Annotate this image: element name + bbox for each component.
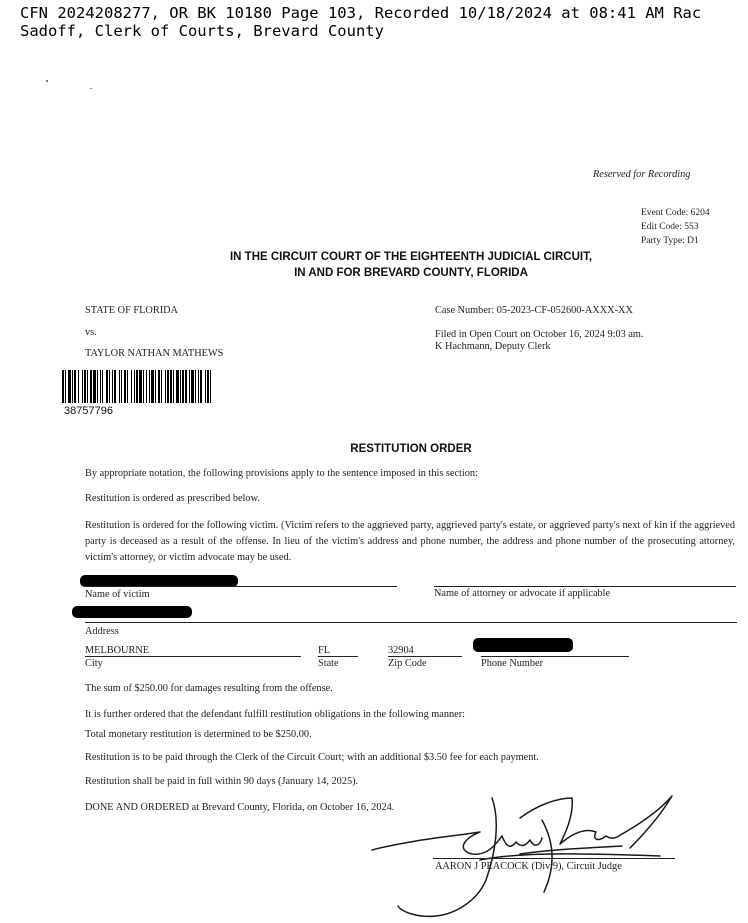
scan-speck <box>90 88 92 89</box>
phone-line <box>481 656 629 657</box>
defendant: TAYLOR NATHAN MATHEWS <box>85 348 224 359</box>
barcode-number: 38757796 <box>64 405 113 417</box>
total-restitution: Total monetary restitution is determined to be $250.00. <box>85 729 312 740</box>
attorney-name-line <box>434 586 736 587</box>
signature-line <box>433 858 675 859</box>
redacted-address <box>72 606 192 618</box>
state-line <box>318 656 358 657</box>
zip-line <box>388 656 462 657</box>
done-and-ordered: DONE AND ORDERED at Brevard County, Florida, on October 16, 2024. <box>85 802 395 813</box>
attorney-name-label: Name of attorney or advocate if applicable <box>434 588 611 599</box>
judge-signature <box>360 780 690 920</box>
payment-deadline: Restitution shall be paid in full within 90 days (January 14, 2025). <box>85 776 359 787</box>
city-label: City <box>85 658 103 669</box>
restitution-ordered: Restitution is ordered as prescribed below. <box>85 493 260 504</box>
reserved-for-recording: Reserved for Recording <box>593 169 691 180</box>
sum-statement: The sum of $250.00 for damages resulting from the offense. <box>85 683 333 694</box>
court-heading-line2: IN AND FOR BREVARD COUNTY, FLORIDA <box>294 267 528 279</box>
address-line <box>85 622 737 623</box>
barcode <box>62 370 298 403</box>
state-value: FL <box>318 645 331 656</box>
zip-value: 32904 <box>388 645 414 656</box>
edit-code: Edit Code: 553 <box>641 222 699 232</box>
court-heading-line1: IN THE CIRCUIT COURT OF THE EIGHTEENTH JUDICIAL CIRCUIT, <box>229 251 593 263</box>
recording-header-line2: Sadoff, Clerk of Courts, Brevard County <box>20 22 384 40</box>
state-label: State <box>318 658 339 669</box>
plaintiff: STATE OF FLORIDA <box>85 305 178 316</box>
scan-speck <box>46 80 48 82</box>
deputy-clerk: K Hachmann, Deputy Clerk <box>435 341 551 352</box>
case-number: Case Number: 05-2023-CF-052600-AXXX-XX <box>435 305 633 316</box>
recording-header-line1: CFN 2024208277, OR BK 10180 Page 103, Recorded 10/18/2024 at 08:41 AM Rac <box>20 4 702 22</box>
further-ordered: It is further ordered that the defendant fulfill restitution obligations in the following manner: <box>85 709 466 720</box>
zip-label: Zip Code <box>388 658 427 669</box>
city-value: MELBOURNE <box>85 645 150 656</box>
phone-label: Phone Number <box>481 658 544 669</box>
victim-name-label: Name of victim <box>85 589 150 600</box>
event-code: Event Code: 6204 <box>641 208 710 218</box>
versus: vs. <box>85 327 97 338</box>
barcode-bar <box>211 370 213 403</box>
address-label: Address <box>85 626 119 637</box>
victim-definition-paragraph: Restitution is ordered for the following victim. (Victim refers to the aggrieved party, aggrieved party's estate, or aggrieved party's next of kin if the aggrieved party is deceased as a result of the offense. In lieu of the victim's address and phone number, the address and phone number of the prosecuting attorney, victim's attorney, or victim advocate may be used. <box>85 520 735 563</box>
city-line <box>85 656 301 657</box>
party-type-clip <box>641 236 711 246</box>
victim-name-line <box>85 586 397 587</box>
intro-paragraph: By appropriate notation, the following provisions apply to the sentence imposed in this section: <box>85 468 478 479</box>
filed-in-open-court: Filed in Open Court on October 16, 2024 9:03 am. <box>435 329 644 340</box>
judge-name: AARON J PEACOCK (Div 9), Circuit Judge <box>435 861 622 872</box>
order-title: RESTITUTION ORDER <box>350 443 472 455</box>
clerk-payment: Restitution is to be paid through the Clerk of the Circuit Court; with an additional $3.50 fee for each payment. <box>85 752 539 763</box>
redacted-phone-number <box>473 638 573 652</box>
party-type: Party Type: D1 <box>641 236 699 246</box>
